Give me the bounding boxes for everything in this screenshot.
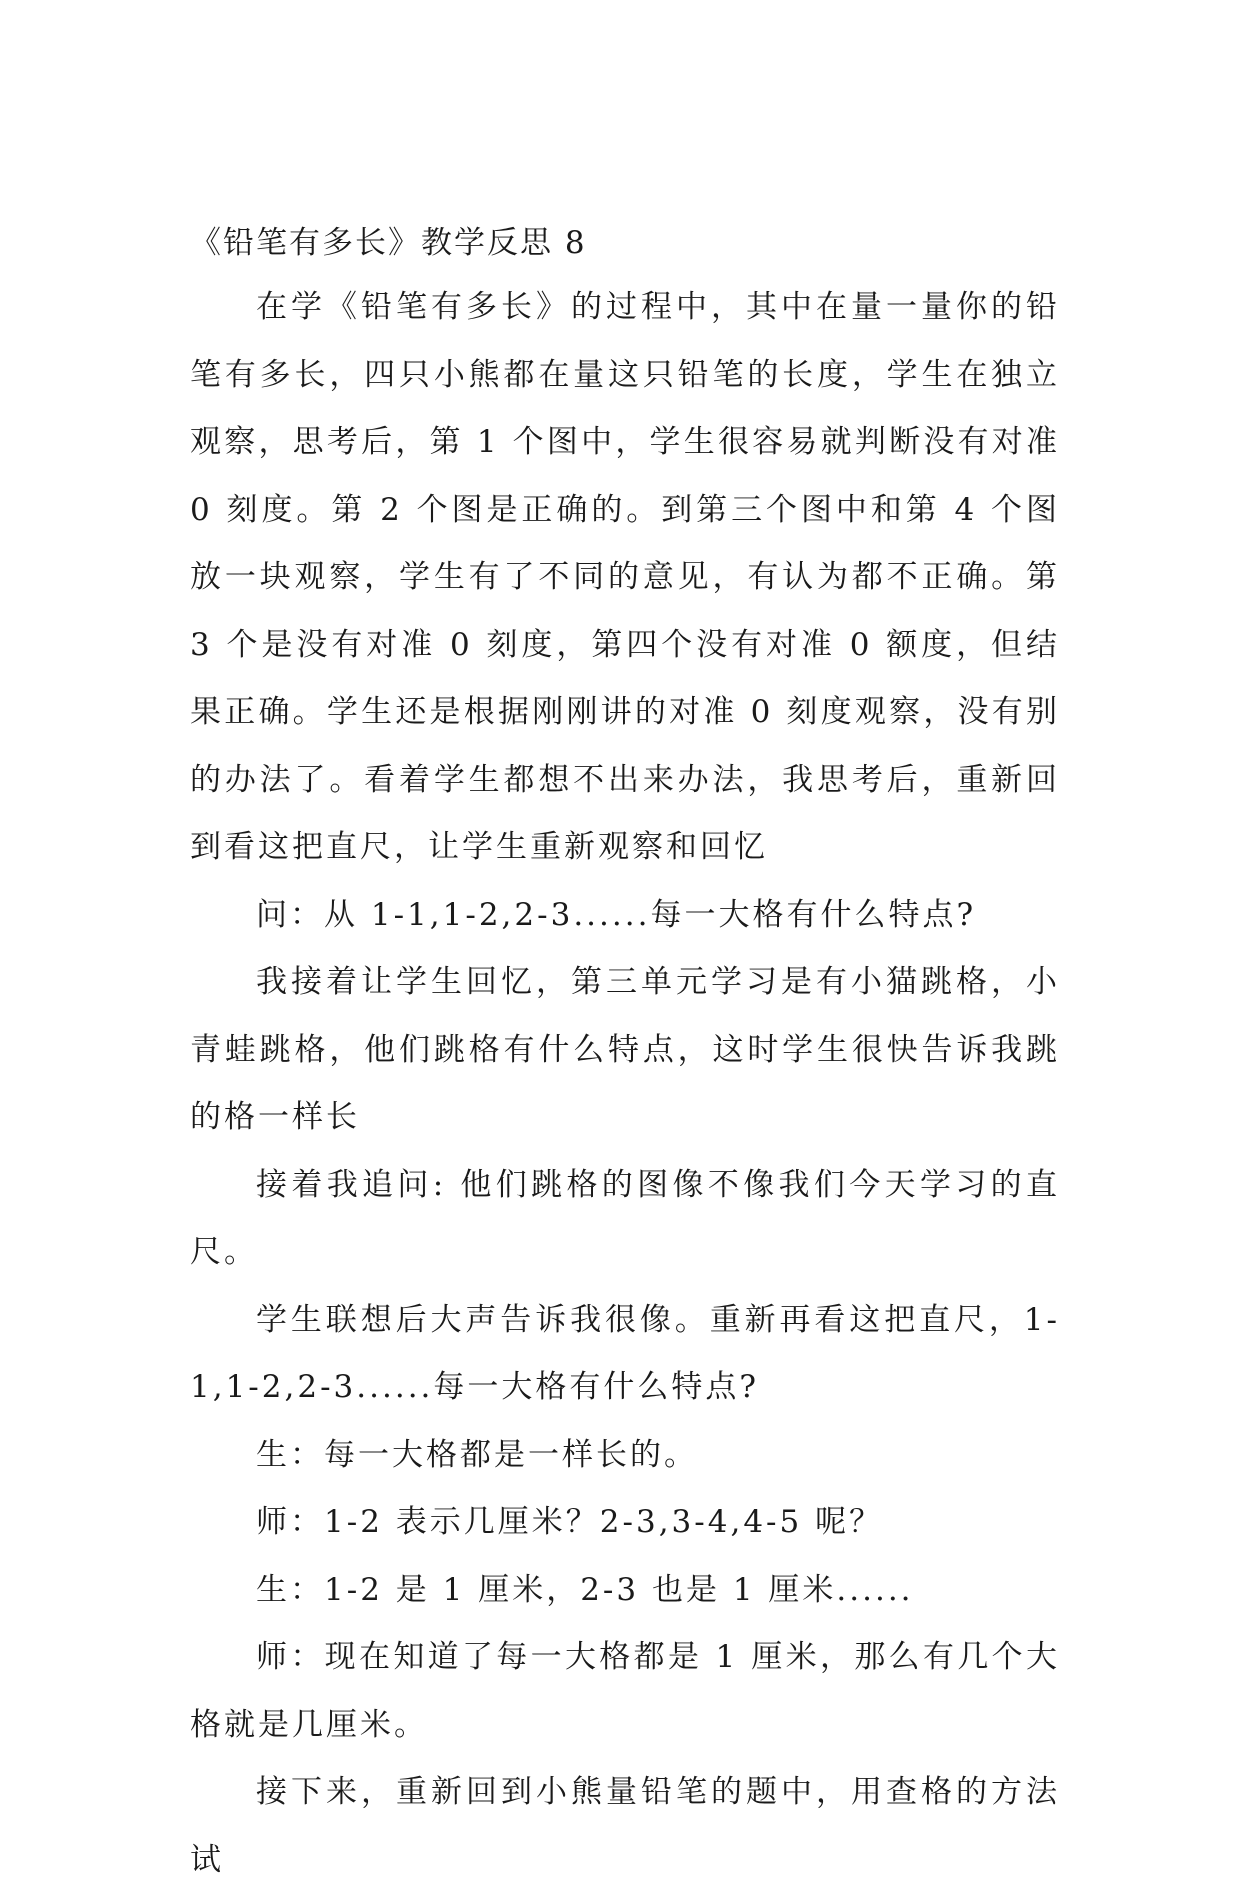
paragraph-5: 学生联想后大声告诉我很像。重新再看这把直尺，1-1,1-2,2-3......每一大格有什么特点?: [190, 1301, 1060, 1405]
paragraph-1: 在学《铅笔有多长》的过程中，其中在量一量你的铅笔有多长，四只小熊都在量这只铅笔的长度，学生在独立观察，思考后，第 1 个图中，学生很容易就判断没有对准 0 刻度。第 2 个图是正确的。到第三个图中和第 4 个图放一块观察，学生有了不同的意见，有认为都不正确。第 3 个是没有对准 0 刻度，第四个没有对准 0 额度，但结果正确。学生还是根据刚刚讲的对准 0 刻度观察，没有别的办法了。看着学生都想不出来办法，我思考后，重新回到看这把直尺，让学生重新观察和回忆: [190, 289, 1060, 865]
paragraph-9: 师：现在知道了每一大格都是 1 厘米，那么有几个大格就是几厘米。: [190, 1639, 1060, 1743]
document-page: [190, 220, 1060, 1894]
paragraph-7: 师：1-2 表示几厘米？2-3,3-4,4-5 呢？: [256, 1504, 884, 1540]
paragraph-2: 问：从 1-1,1-2,2-3......每一大格有什么特点?: [256, 896, 977, 933]
paragraph-3: 我接着让学生回忆，第三单元学习是有小猫跳格，小青蛙跳格，他们跳格有什么特点，这时学生很快告诉我跳的格一样长: [190, 964, 1060, 1135]
paragraph-10: 接下来，重新回到小熊量铅笔的题中，用查格的方法试: [190, 1774, 1060, 1878]
document-title: 《铅笔有多长》教学反思 8: [190, 225, 587, 261]
paragraph-6: 生：每一大格都是一样长的。: [256, 1436, 698, 1473]
paragraph-8: 生：1-2 是 1 厘米，2-3 也是 1 厘米......: [256, 1571, 914, 1608]
paragraph-4: 接着我追问: 他们跳格的图像不像我们今天学习的直尺。: [190, 1166, 1060, 1270]
